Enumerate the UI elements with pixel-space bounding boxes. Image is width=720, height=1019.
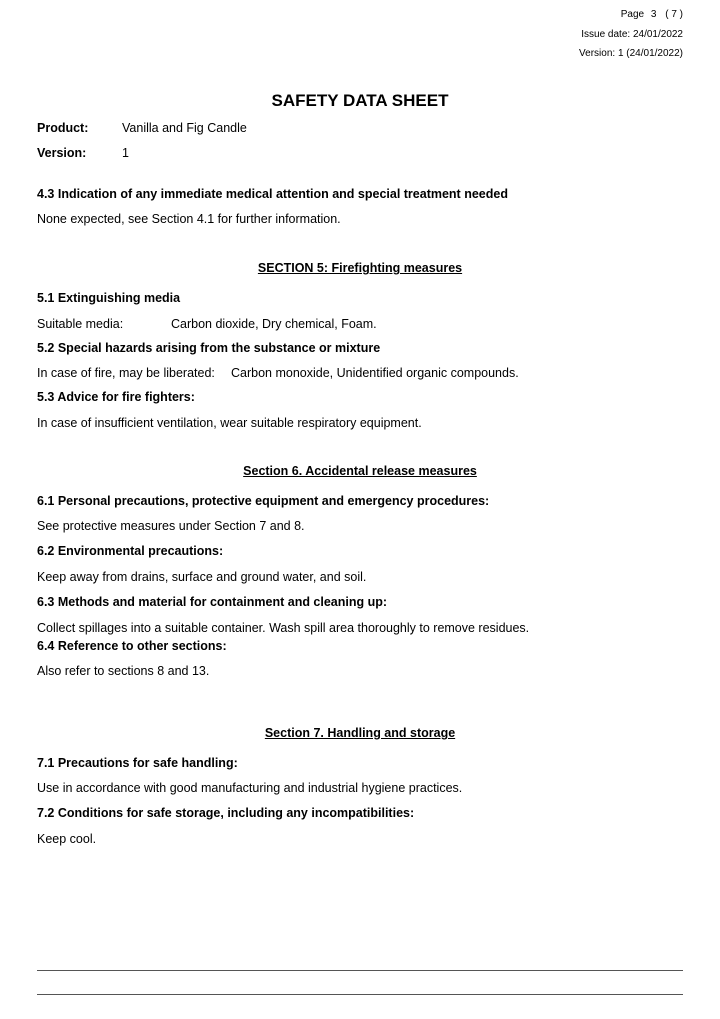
s7-2-text: Keep cool.	[37, 832, 97, 846]
s5-2-heading: 5.2 Special hazards arising from the substance or mixture	[37, 341, 381, 355]
footer-divider-bottom	[37, 994, 683, 995]
s6-4-text: Also refer to sections 8 and 13.	[37, 664, 210, 678]
page-number: 3	[650, 9, 657, 20]
product-label: Product:	[37, 121, 89, 135]
s5-1-value: Carbon dioxide, Dry chemical, Foam.	[171, 317, 377, 331]
s6-2-text: Keep away from drains, surface and ground water, and soil.	[37, 570, 367, 584]
s7-1-heading: 7.1 Precautions for safe handling:	[37, 756, 238, 770]
s5-2-label: In case of fire, may be liberated:	[37, 366, 215, 380]
s5-1-label: Suitable media:	[37, 317, 124, 331]
page-indicator	[621, 9, 683, 20]
footer-divider-top	[37, 970, 683, 971]
section-7-title: Section 7. Handling and storage	[264, 726, 456, 740]
s4-3-heading: 4.3 Indication of any immediate medical attention and special treatment needed	[37, 187, 508, 201]
s5-2-value: Carbon monoxide, Unidentified organic compounds.	[231, 366, 519, 380]
page-label: Page	[620, 9, 645, 20]
s6-1-heading: 6.1 Personal precautions, protective equipment and emergency procedures:	[37, 494, 490, 508]
s7-2-heading: 7.2 Conditions for safe storage, including any incompatibilities:	[37, 806, 415, 820]
version-info: Version: 1 (24/01/2022)	[579, 48, 683, 59]
section-6-title: Section 6. Accidental release measures	[243, 464, 477, 478]
s5-3-text: In case of insufficient ventilation, wear suitable respiratory equipment.	[37, 416, 422, 430]
section-5-title: SECTION 5: Firefighting measures	[257, 261, 463, 275]
product-value: Vanilla and Fig Candle	[122, 121, 247, 135]
s6-3-text: Collect spillages into a suitable container. Wash spill area thoroughly to remove residues.	[37, 621, 530, 635]
document-title: SAFETY DATA SHEET	[271, 91, 449, 110]
s4-3-text: None expected, see Section 4.1 for further information.	[37, 212, 341, 226]
s6-4-heading: 6.4 Reference to other sections:	[37, 639, 227, 653]
s7-1-text: Use in accordance with good manufacturing and industrial hygiene practices.	[37, 781, 463, 795]
version-value: 1	[122, 146, 129, 160]
s6-3-heading: 6.3 Methods and material for containment and cleaning up:	[37, 595, 388, 609]
page-total: ( 7 )	[665, 9, 683, 20]
issue-date: Issue date: 24/01/2022	[581, 29, 683, 40]
version-label: Version:	[37, 146, 87, 160]
s6-2-heading: 6.2 Environmental precautions:	[37, 544, 224, 558]
s5-3-heading: 5.3 Advice for fire fighters:	[37, 390, 195, 404]
s5-1-heading: 5.1 Extinguishing media	[37, 291, 181, 305]
s6-1-text: See protective measures under Section 7 and 8.	[37, 519, 305, 533]
